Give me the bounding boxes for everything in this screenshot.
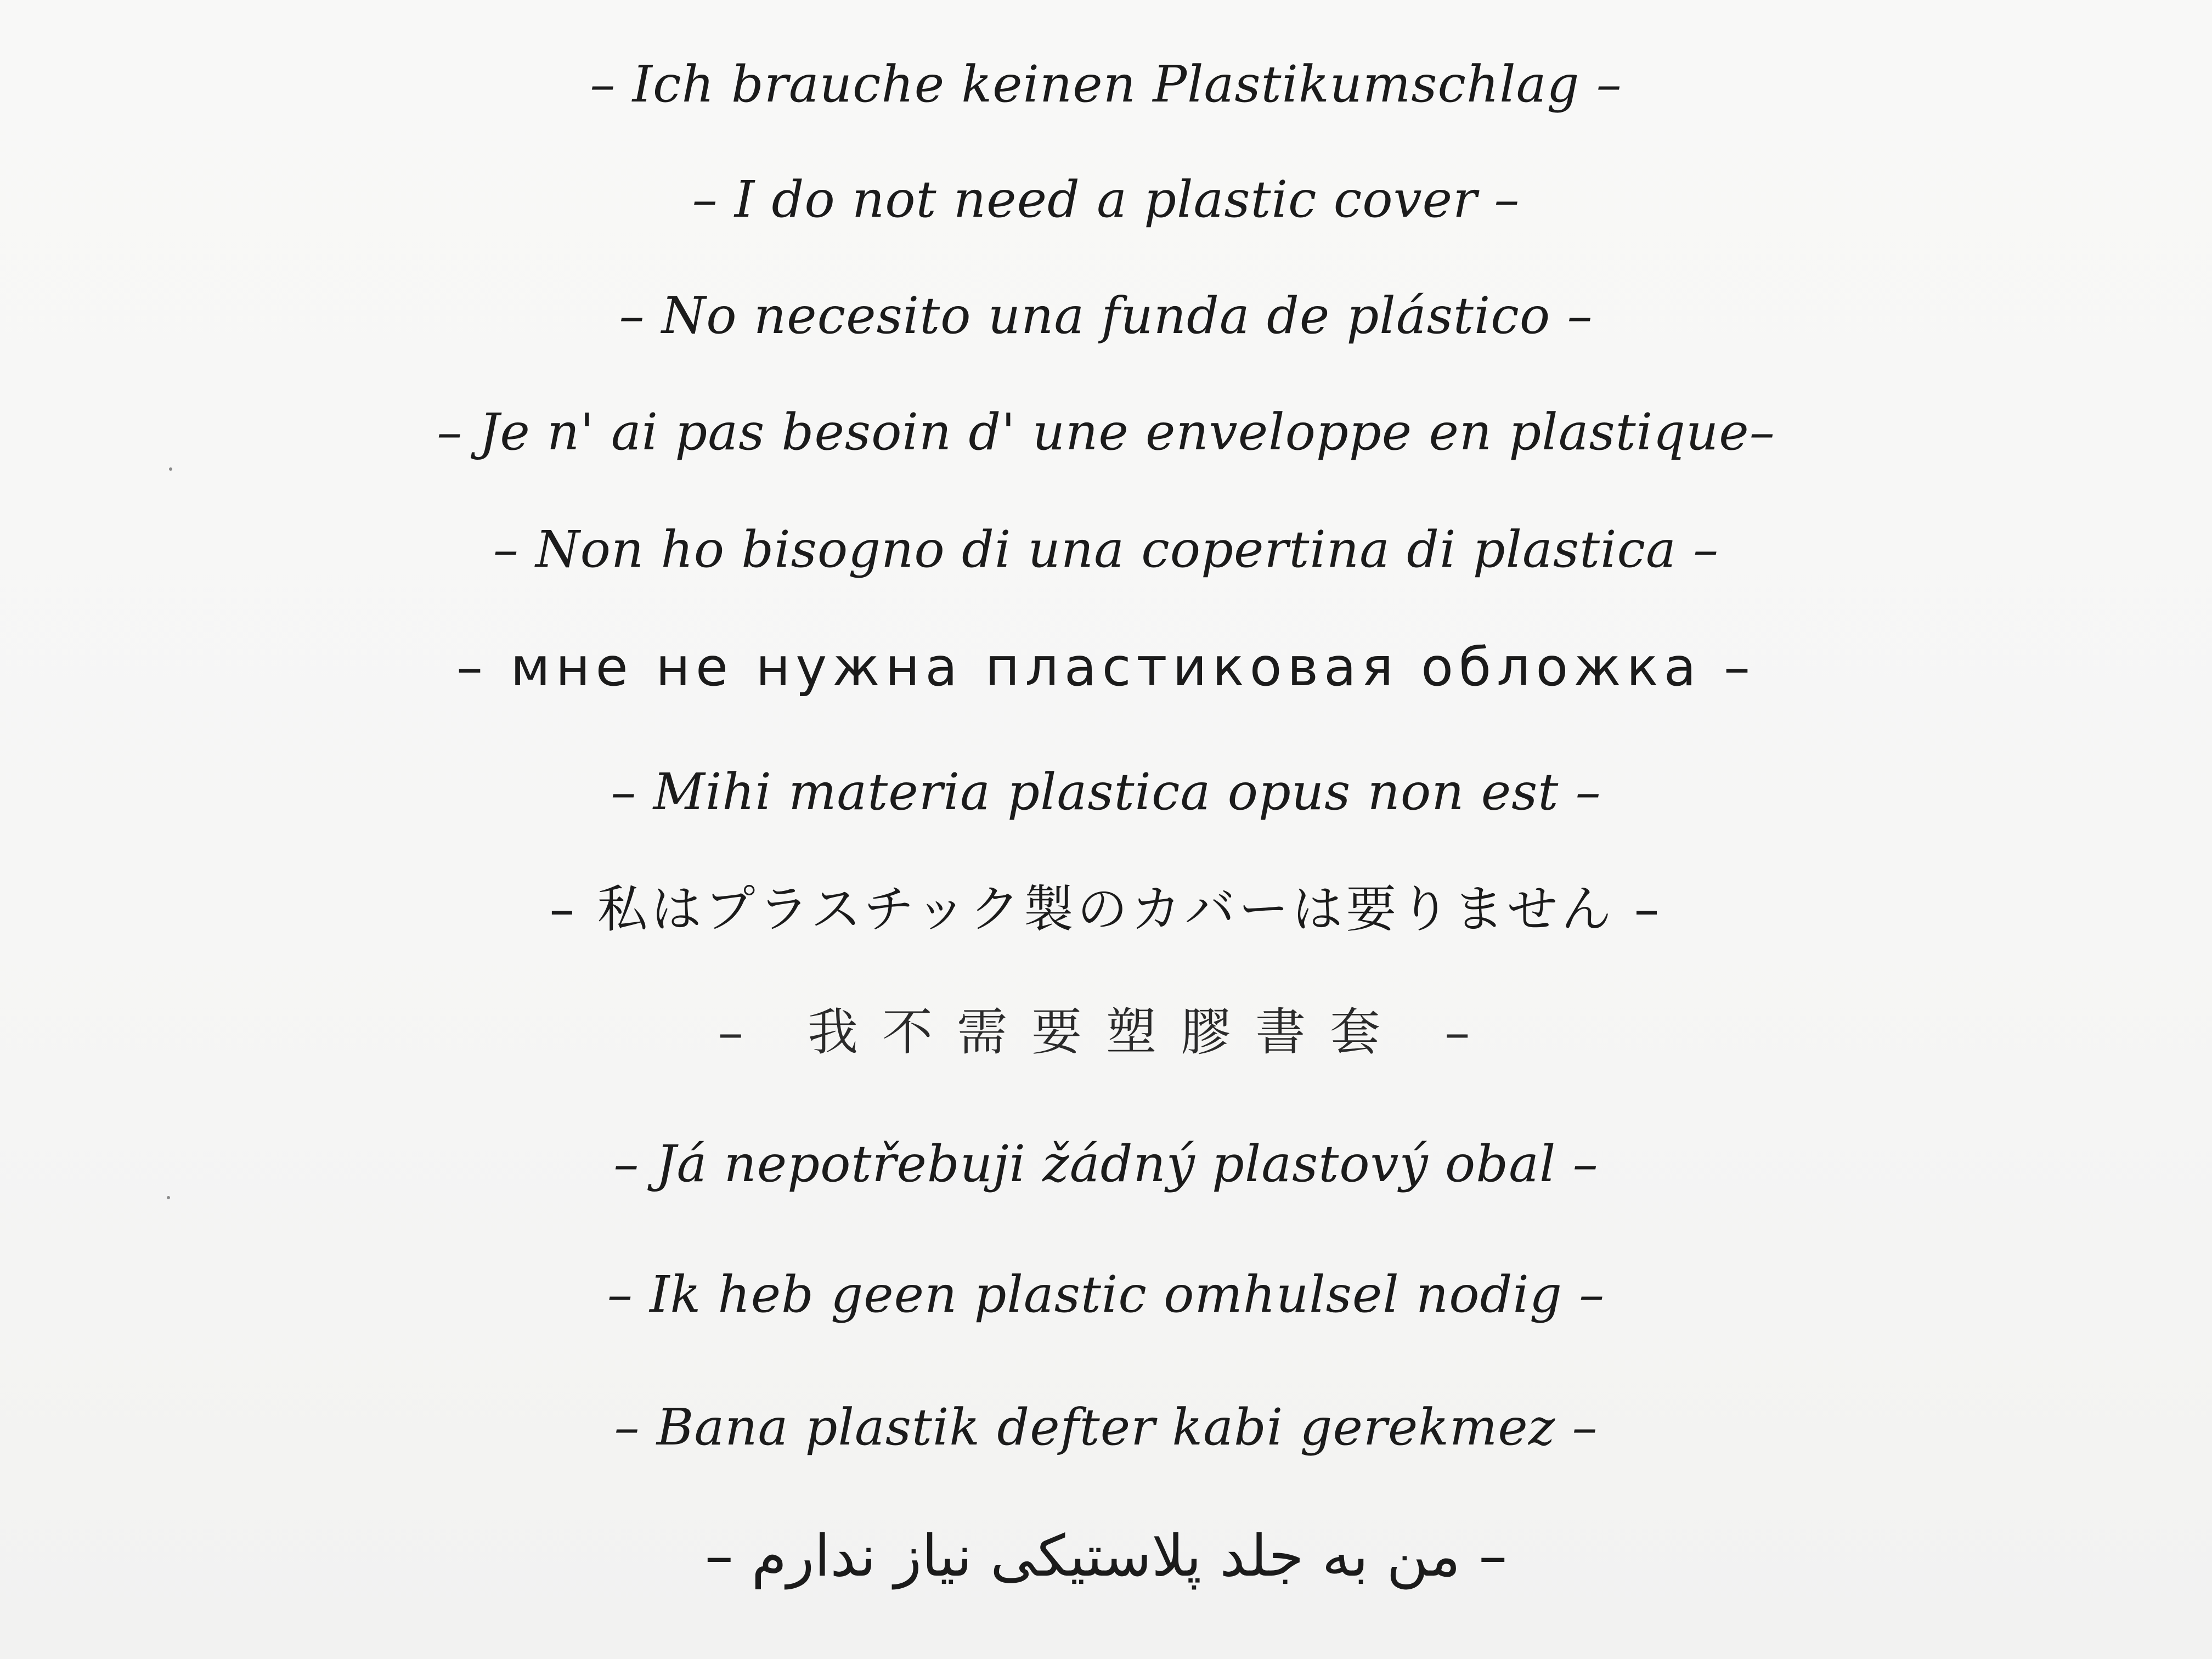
line-chinese: – 我不需要塑膠書套 – (718, 1003, 1494, 1062)
line-english: – I do not need a plastic cover – (692, 170, 1520, 229)
line-japanese: – 私はプラスチック製のカバーは要りません – (549, 880, 1663, 939)
line-spanish: – No necesito una funda de plástico – (619, 286, 1593, 345)
line-latin: – Mihi materia plastica opus non est – (611, 763, 1601, 821)
line-dutch: – Ik heb geen plastic omhulsel nodig – (607, 1265, 1605, 1324)
paper-speck (167, 1196, 170, 1199)
line-italian: – Non ho bisogno di una copertina di plastica – (493, 520, 1719, 579)
line-turkish: – Bana plastik defter kabi gerekmez – (614, 1398, 1598, 1457)
line-german: – Ich brauche keinen Plastikumschlag – (590, 55, 1622, 114)
paper-speck (169, 467, 172, 471)
line-russian: – мне не нужна пластиковая обложка – (456, 636, 1756, 698)
line-czech: – Já nepotřebuji žádný plastový obal – (613, 1135, 1599, 1193)
line-persian: – من به جلد پلاستیکی نیاز ندارم – (704, 1522, 1508, 1589)
line-french: – Je n' ai pas besoin d' une enveloppe en plastique– (437, 403, 1775, 461)
